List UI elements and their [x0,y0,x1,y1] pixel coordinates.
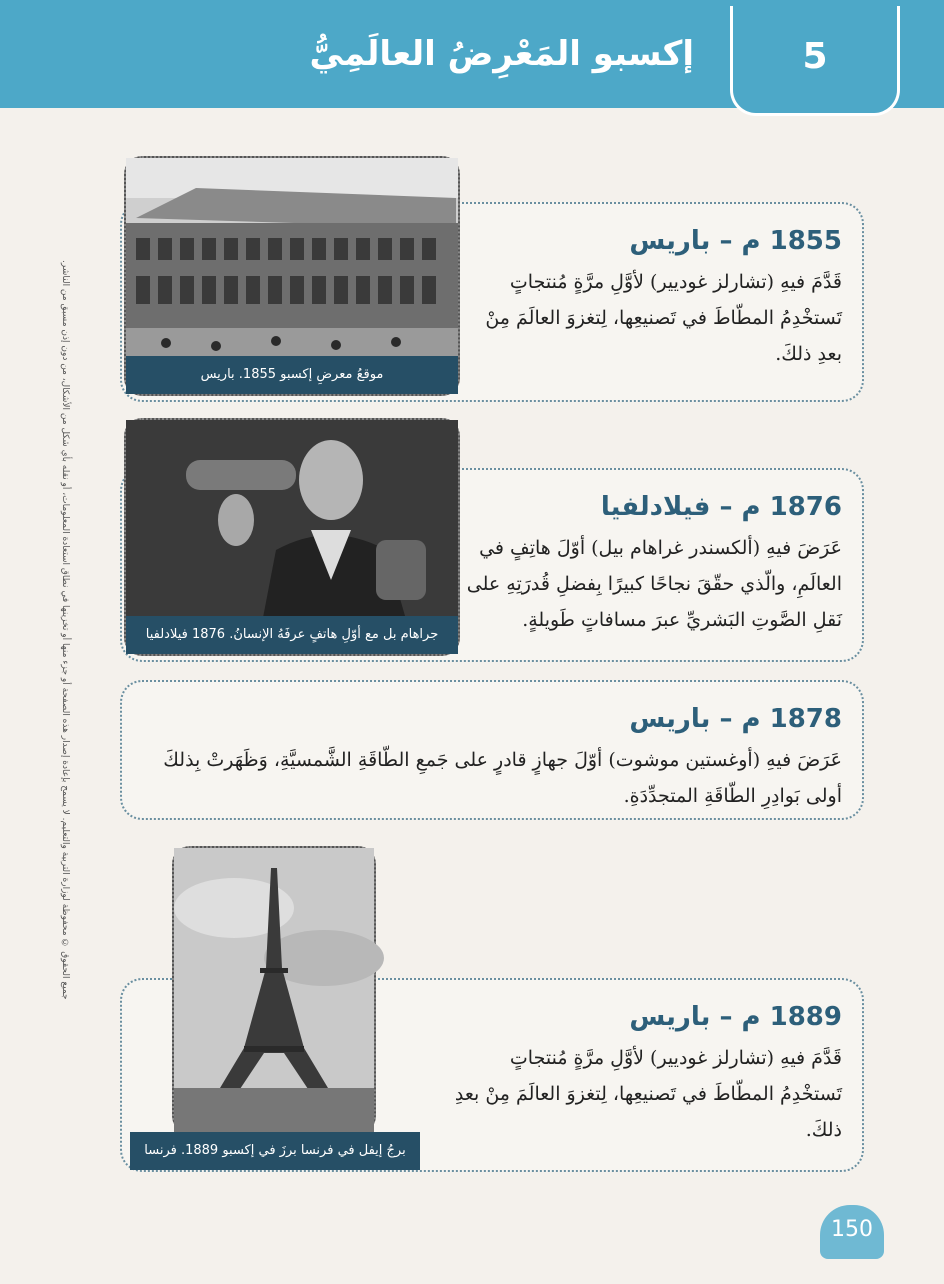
card-body: قَدَّمَ فيهِ (تشارلز غوديير) لأوَّلِ مرَّةٍ مُنتجاتٍ تَستخْدِمُ المطّاطَ في تَصنيعِها، لِتغزوَ العالَمَ مِنْ بعدِ ذلكَ. [454,1047,842,1141]
chapter-tab [730,6,900,116]
page-number-badge [820,1205,884,1259]
card-body: قَدَّمَ فيهِ (تشارلز غوديير) لأوَّلِ مرَّةٍ مُنتجاتٍ تَستخْدِمُ المطّاطَ في تَصنيعِها، لِتغزوَ العالَمَ مِنْ بعدِ ذلكَ. [485,271,842,365]
photo-caption: موقعُ معرضِ إكسبو 1855. باريس [126,356,458,394]
photo-caption: برجُ إيفل في فرنسا برزَ في إكسبو 1889. فرنسا [130,1132,420,1170]
card-1878 [120,680,864,820]
copyright-note: جميع الحقوق © محفوظة لوزارة التربية والتعليم. لا يسمح بإعادة إصدار هذه الصفحة أو جزء منها أو تخزينها في نطاق استعادة المعلومات، أو نقله بأي شكل من الأشكال، من دون إذن مسبق من الناشر. [60,260,70,1000]
card-heading: 1889 م – باريس [629,1002,842,1032]
card-heading: 1876 م – فيلادلفيا [600,492,842,522]
photo-caption: جراهام بل مع أوّلِ هاتفٍ عرفَهُ الإنسانُ. 1876 فيلادلفيا [126,616,458,654]
page-number: 150 [831,1217,873,1242]
photo-bell-telephone [124,418,460,656]
card-heading: 1855 م – باريس [629,226,842,256]
chapter-number: 5 [802,36,828,77]
eiffel-tower-illustration [174,848,374,1132]
card-heading: 1878 م – باريس [629,704,842,734]
card-body: عَرَضَ فيهِ (ألكسندر غراهام بيل) أوّلَ هاتِفٍ في العالَمِ، والّذي حقّقَ نجاحًا كبيرًا بِفضلِ قُدرَتِهِ على نَقلِ الصَّوتِ البَشريِّ عبرَ مسافاتٍ طَويلةٍ. [466,537,842,631]
card-body: عَرَضَ فيهِ (أوغستين موشوت) أوّلَ جهازٍ قادرٍ على جَمعِ الطّاقَةِ الشَّمسيَّةِ، وَظَهَرتْ بِذلكَ أولى بَوادِرِ الطّاقَةِ المتجدِّدَةِ. [163,749,842,807]
photo-expo-1855 [124,156,460,396]
chapter-title: إكسبو المَعْرِضُ العالَمِيُّ [309,34,694,74]
photo-eiffel-tower [144,846,406,1158]
